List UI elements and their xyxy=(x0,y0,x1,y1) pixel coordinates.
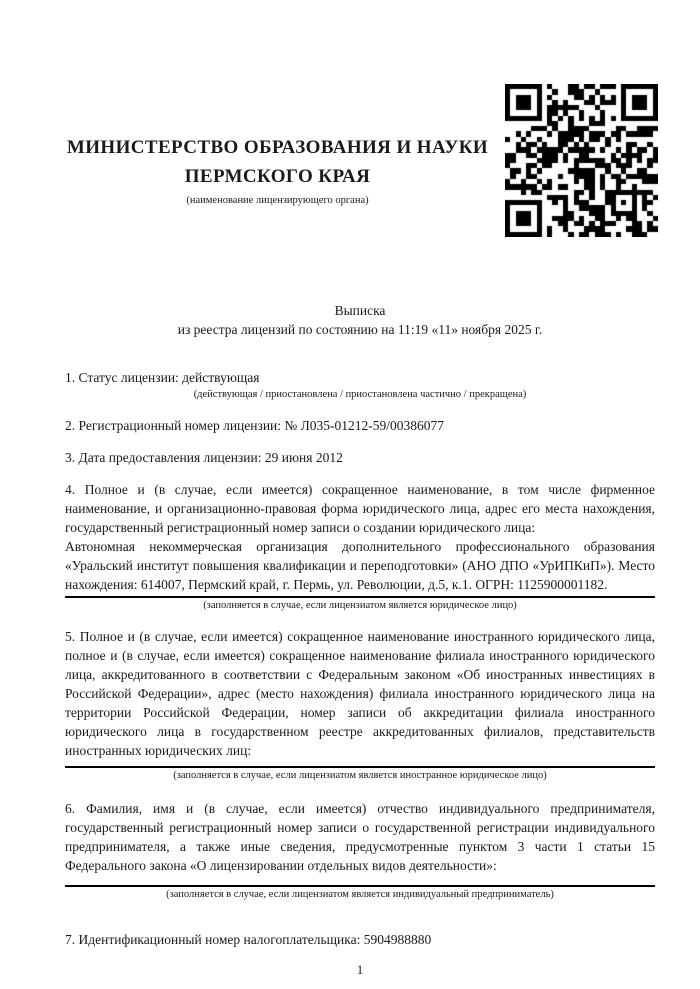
field-legal-entity-text: 4. Полное и (в случае, если имеется) сокращенное наименование, в том числе фирменное наименование, и организационно-правовая форма юридического лица, адрес его места нахождения, государственный регистрационный номер записи о создании юридического лица: xyxy=(65,482,655,535)
page-number: 1 xyxy=(356,962,364,977)
fill-in-line xyxy=(65,596,655,598)
field-taxpayer-number xyxy=(65,930,655,949)
field-individual-entrepreneur xyxy=(65,799,655,902)
field-foreign-entity-text: 5. Полное и (в случае, если имеется) сокращенное наименование иностранного юридического лица, полное и (в случае, если имеется) сокращенное наименование филиала иностранного юридического лица, аккредитованного в соответствии с Федеральным законом «Об иностранных инвестициях в Российской Федерации», адрес (место нахождения) филиала иностранного юридического лица на территории Российской Федерации, номер записи об аккредитации филиала иностранного юридического лица в государственном реестре аккредитованных филиалов, представительств иностранных юридических лиц: xyxy=(65,629,655,758)
field-license-status xyxy=(65,368,655,402)
field-legal-entity-caption: (заполняется в случае, если лицензиатом является юридическое лицо) xyxy=(203,600,517,611)
issuing-authority-caption: (наименование лицензирующего органа) xyxy=(186,195,369,206)
fill-in-line xyxy=(65,885,655,887)
issuing-authority-title: МИНИСТЕРСТВО ОБРАЗОВАНИЯ И НАУКИ ПЕРМСКОГО КРАЯ xyxy=(66,137,489,187)
field-license-date xyxy=(65,448,655,467)
fill-in-line xyxy=(65,766,655,768)
field-taxpayer-number-text: 7. Идентификационный номер налогоплательщика: 5904988880 xyxy=(65,932,432,947)
qr-code-icon xyxy=(505,84,658,237)
document-header xyxy=(65,133,490,207)
field-legal-entity xyxy=(65,480,655,613)
field-legal-entity-value: Автономная некоммерческая организация дополнительного профессионального образования «Уральский институт повышения квалификации и переподготовки» (АНО ДПО «УрИПКиП»). Место нахождения: 614007, Пермский край, г. Пермь, ул. Революции, д.5, к.1. ОГРН: 1125900001182. xyxy=(65,539,655,592)
field-individual-entrepreneur-text: 6. Фамилия, имя и (в случае, если имеется) отчество индивидуального предпринимателя, государственный регистрационный номер записи о государственной регистрации индивидуального предпринимателя, а также иные сведения, предусмотренные пунктом 3 части 1 статьи 15 Федерального закона «О лицензировании отдельных видов деятельности»: xyxy=(65,801,655,873)
field-license-status-caption: (действующая / приостановлена / приостановлена частично / прекращена) xyxy=(193,389,527,400)
field-license-date-text: 3. Дата предоставления лицензии: 29 июня 2012 xyxy=(65,450,343,465)
document-body xyxy=(65,301,655,979)
field-license-status-text: 1. Статус лицензии: действующая xyxy=(65,370,260,385)
field-registration-number-text: 2. Регистрационный номер лицензии: № Л035-01212-59/00386077 xyxy=(65,418,445,433)
document-title-line2: из реестра лицензий по состоянию на 11:19 «11» ноября 2025 г. xyxy=(177,322,543,337)
field-foreign-entity xyxy=(65,627,655,783)
field-individual-entrepreneur-caption: (заполняется в случае, если лицензиатом является индивидуальный предприниматель) xyxy=(166,889,554,900)
document-title-line1: Выписка xyxy=(334,303,386,318)
field-registration-number xyxy=(65,416,655,435)
document-title xyxy=(65,301,655,339)
field-foreign-entity-caption: (заполняется в случае, если лицензиатом является иностранное юридическое лицо) xyxy=(173,770,547,781)
